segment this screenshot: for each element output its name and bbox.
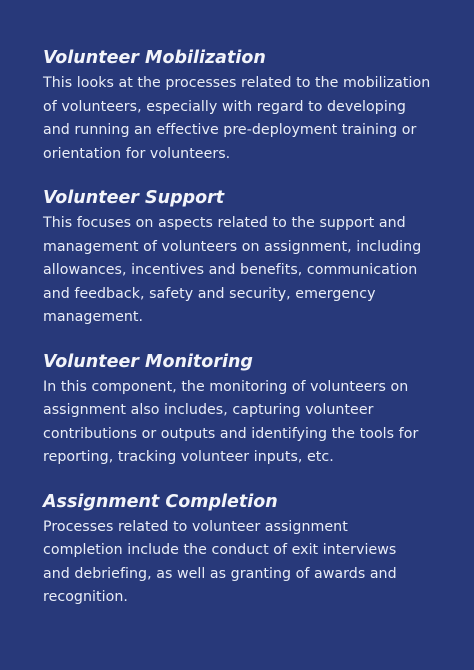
section-title: Assignment Completion [43, 491, 278, 512]
section-body [43, 376, 452, 470]
section-title: Volunteer Monitoring [43, 351, 253, 372]
body-line: management of volunteers on assignment, including [43, 238, 422, 255]
section-title: Volunteer Mobilization [43, 48, 266, 68]
body-line: and feedback, safety and security, emergency [43, 285, 376, 302]
body-line: orientation for volunteers. [43, 145, 231, 162]
section-body [43, 72, 452, 166]
section-body [43, 516, 452, 610]
body-line: and debriefing, as well as granting of awards and [43, 565, 397, 582]
section-title: Volunteer Support [43, 188, 225, 208]
body-line: completion include the conduct of exit interviews [43, 542, 397, 558]
body-line: allowances, incentives and benefits, communication [43, 262, 418, 278]
section-volunteer-monitoring [43, 349, 452, 470]
body-line: recognition. [43, 589, 128, 605]
body-line: This focuses on aspects related to the support and [43, 215, 406, 231]
body-line: This looks at the processes related to the mobilization [43, 75, 431, 91]
section-volunteer-support [43, 185, 452, 330]
body-line: In this component, the monitoring of volunteers on [43, 378, 409, 395]
body-line: management. [43, 309, 144, 325]
body-line: and running an effective pre-deployment training or [43, 122, 417, 138]
body-line: of volunteers, especially with regard to developing [43, 98, 406, 115]
body-line: contributions or outputs and identifying the tools for [43, 425, 419, 442]
body-line: Processes related to volunteer assignment [43, 518, 348, 535]
section-body [43, 212, 452, 330]
section-assignment-completion [43, 489, 452, 610]
body-line: assignment also includes, capturing volunteer [43, 402, 374, 418]
section-volunteer-mobilization [43, 45, 452, 166]
body-line: reporting, tracking volunteer inputs, etc. [43, 449, 334, 465]
